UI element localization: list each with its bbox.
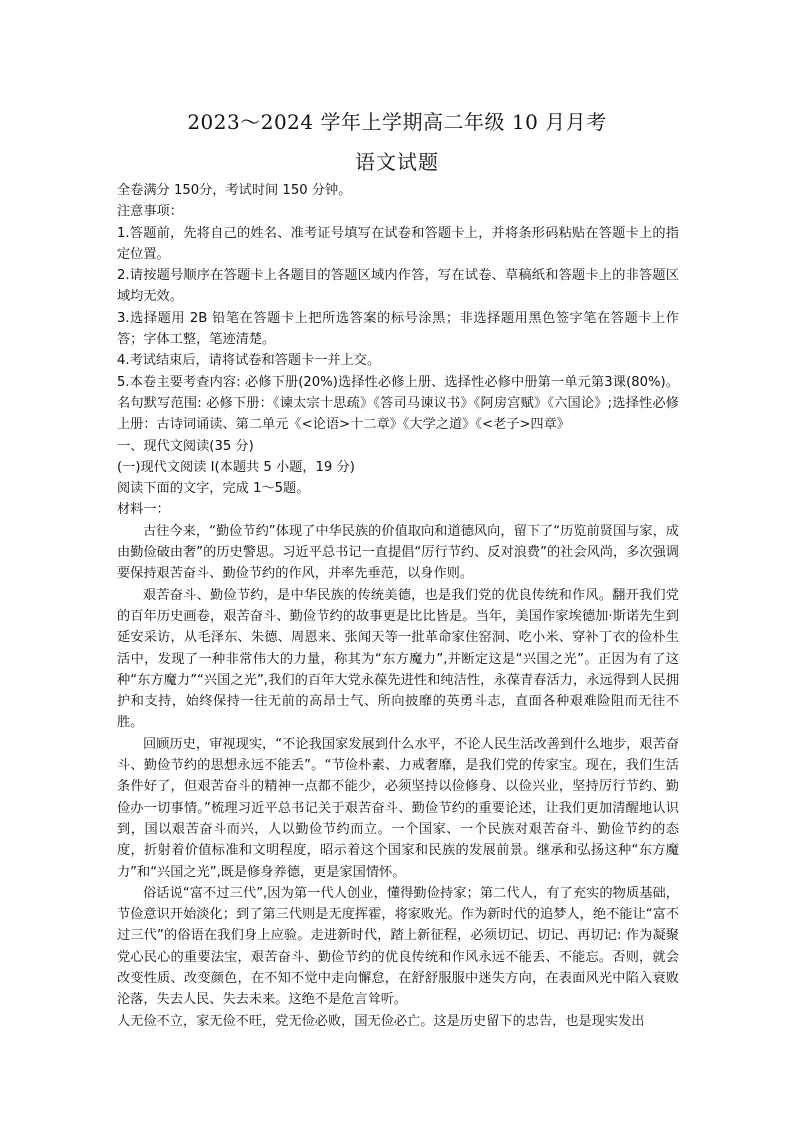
exam-body	[117, 180, 679, 1032]
total-score-line: 全卷满分 150分，考试时间 150 分钟。	[117, 183, 352, 198]
article-paragraph: 古往今来，“勤俭节约”体现了中华民族的价值取向和道德风向，留下了“历览前贤国与家，成由勤俭破由奢”的历史警思。习近平总书记一直提倡“厉行节约、反对浪费”的社会风尚，多次强调要保持艰苦奋斗、勤俭节约的作风，并率先垂范，以身作则。	[117, 523, 679, 582]
note-item: 3.选择题用 2B 铅笔在答题卡上把所选答案的标号涂黑；非选择题用黑色签字笔在答题卡上作答；字体工整，笔迹清楚。	[117, 310, 679, 348]
article-paragraph: 俗话说“富不过三代”,因为第一代人创业，懂得勤俭持家；第二代人，有了充实的物质基础，节俭意识开始淡化；到了第三代则是无度挥霍，将家败光。作为新时代的追梦人，绝不能让“富不过三代”的俗语在我们身上应验。走进新时代，踏上新征程，必须切记、切记、再切记: 作为凝聚党心民心的重要法宝，艰苦奋斗、勤俭节约的优良传统和作风永远不能丢、不能忘。否则，就会改变性质、改变颜色，在不知不觉中走向懈怠，在舒舒服服中迷失方向，在表面风光中陷入衰败沦落，失去人民、失去未来。这绝不是危言耸听。	[117, 885, 679, 1008]
section-instruction: 阅读下面的文字，完成 1～5题。	[117, 481, 310, 497]
note-item: 4.考试结束后，请将试卷和答题卡一并上交。	[117, 353, 381, 369]
article-paragraph: 艰苦奋斗、勤俭节约，是中华民族的传统美德，也是我们党的优良传统和作风。翻开我们党的百年历史画卷，艰苦奋斗、勤俭节约的故事更是比比皆是。当年，美国作家埃德加·斯诺先生到延安采访，从毛泽东、朱德、周恩来、张闻天等一批革命家住窑洞、吃小米、穿补丁衣的俭朴生活中，发现了一种非常伟大的力量，称其为“东方魔力”,并断定这是“兴国之光”。正因为有了这种“东方魔力”“兴国之光”,我们的百年大党永葆先进性和纯洁性，永葆青春活力，永远得到人民拥护和支持，始终保持一往无前的高昂士气、所向披靡的英勇斗志，直面各种艰难险阻而无往不胜。	[117, 587, 679, 731]
exam-subtitle: 语文试题	[355, 150, 439, 174]
note-item: 5.本卷主要考查内容: 必修下册(20%)选择性必修上册、选择性必修中册第一单元第3课(80%)。名句默写范围: 必修下册：《谏太宗十思疏》《答司马谏议书》《阿房宫赋》《六国论》;选择性必修上册：古诗词诵读、第二单元《<论语>十二章》《大学之道》《<老子>四章》	[117, 374, 679, 433]
notes-heading: 注意事项：	[117, 204, 183, 220]
section-heading: 一、现代文阅读(35 分)	[117, 438, 254, 454]
note-item: 1.答题前，先将自己的姓名、准考证号填写在试卷和答题卡上，并将条形码粘贴在答题卡上的指定位置。	[117, 225, 679, 262]
note-item: 2.请按题号顺序在答题卡上各题目的答题区域内作答，写在试卷、草稿纸和答题卡上的非答题区域均无效。	[117, 268, 679, 305]
material-label: 材料一：	[117, 502, 170, 518]
article-paragraph: 回顾历史，审视现实，“不论我国家发展到什么水平，不论人民生活改善到什么地步，艰苦奋斗、勤俭节约的思想永远不能丢”。“节俭朴素、力戒奢靡，是我们党的传家宝。现在，我们生活条件好了，但艰苦奋斗的精神一点都不能少，必须坚持以俭修身、以俭兴业，坚持厉行节约、勤俭办一切事情。”梳理习近平总书记关于艰苦奋斗、勤俭节约的重要论述，让我们更加清醒地认识到，国以艰苦奋斗而兴，人以勤俭节约而立。一个国家、一个民族对艰苦奋斗、勤俭节约的态度，折射着价值标准和文明程度，昭示着这个国家和民族的发展前景。继承和弘扬这种“东方魔力”和“兴国之光”,既是修身养德，更是家国情怀。	[117, 736, 679, 880]
article-last-line: 人无俭不立，家无俭不旺，党无俭必败，国无俭必亡。这是历史留下的忠告，也是现实发出	[117, 1013, 645, 1029]
exam-title: 2023～2024 学年上学期高二年级 10 月月考	[187, 110, 607, 134]
section-subheading: (一)现代文阅读 I(本题共 5 小题，19 分)	[117, 459, 355, 475]
